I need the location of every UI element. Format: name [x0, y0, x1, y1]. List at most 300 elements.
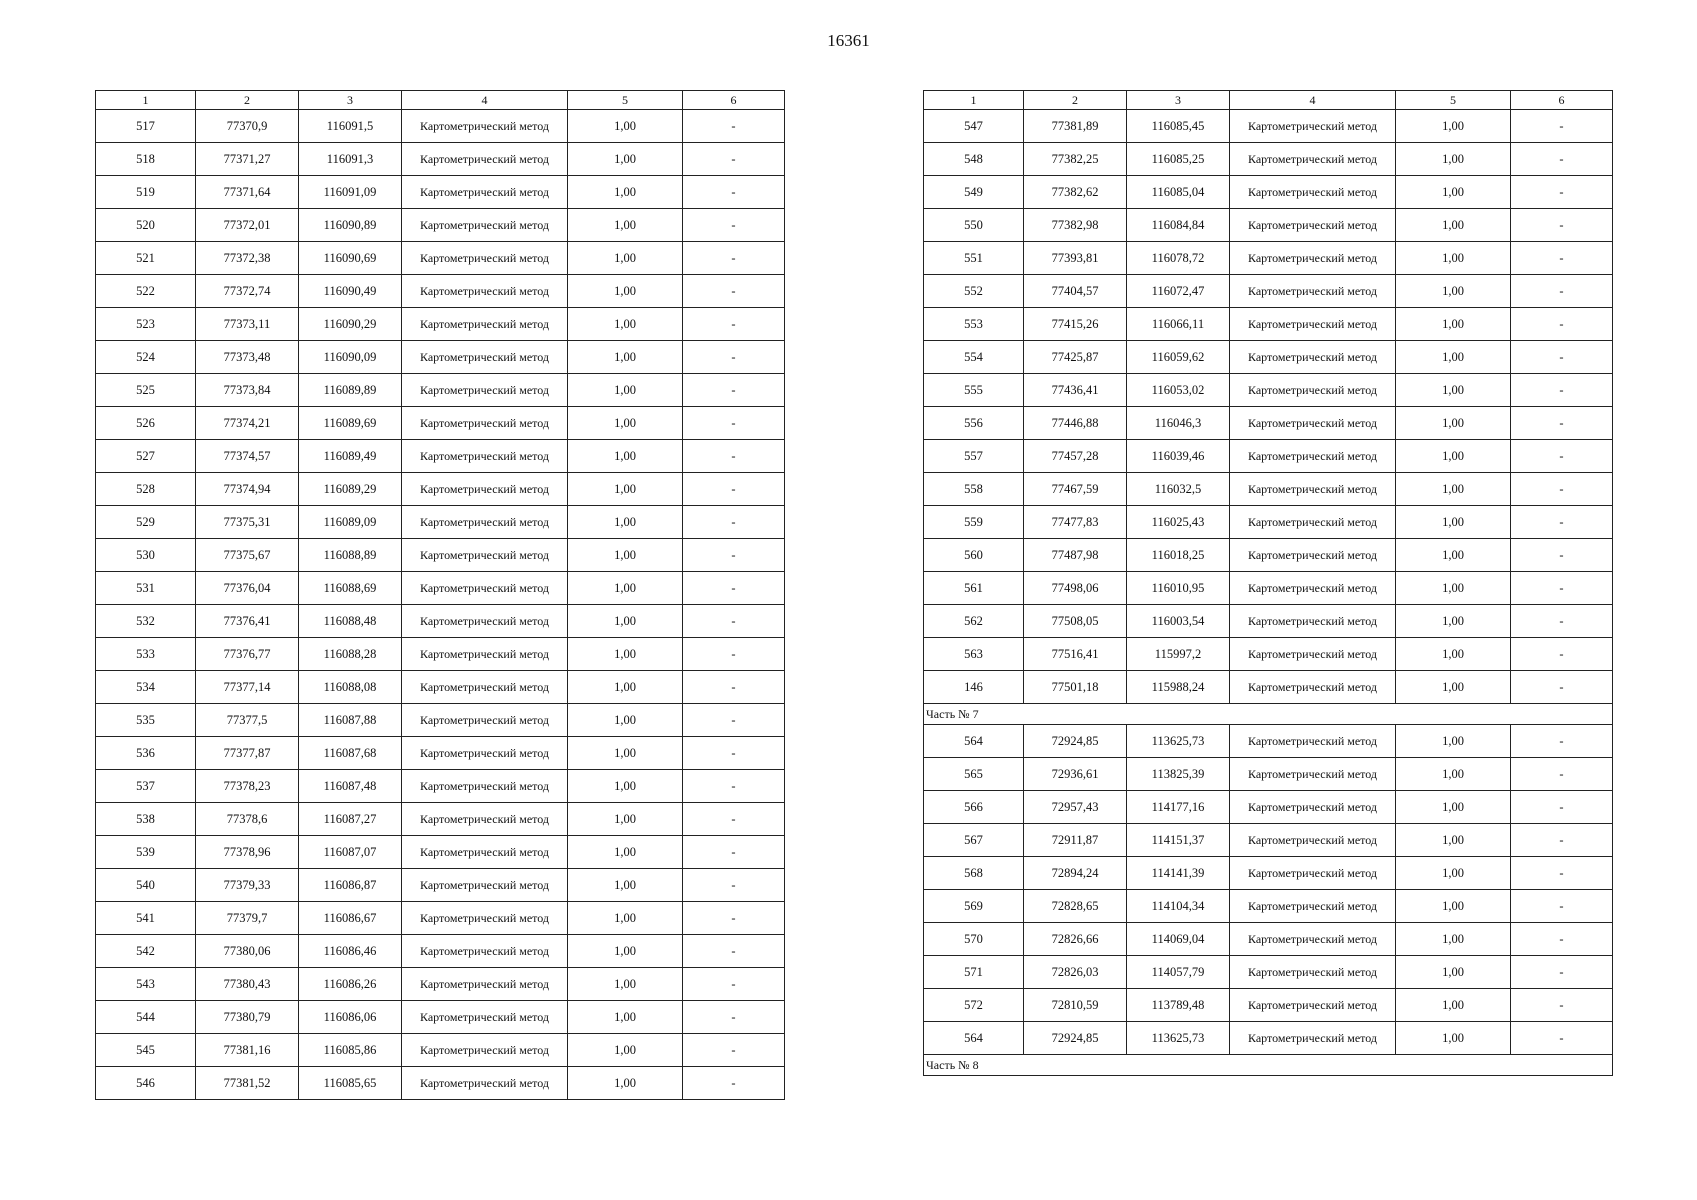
precision-cell: 1,00: [1396, 956, 1511, 989]
point-number-cell: 540: [96, 869, 196, 902]
table-row: [96, 341, 785, 374]
description-cell: -: [683, 1001, 785, 1034]
method-cell: Картометрический метод: [1230, 308, 1396, 341]
point-number-cell: 525: [96, 374, 196, 407]
x-coordinate-cell: 77373,11: [196, 308, 299, 341]
precision-cell: 1,00: [568, 572, 683, 605]
y-coordinate-cell: 116087,68: [299, 737, 402, 770]
y-coordinate-cell: 116072,47: [1127, 275, 1230, 308]
table-row: [924, 638, 1613, 671]
method-cell: Картометрический метод: [1230, 341, 1396, 374]
part-heading: Часть № 8: [924, 1055, 1613, 1076]
precision-cell: 1,00: [1396, 308, 1511, 341]
table-row: [96, 110, 785, 143]
method-cell: Картометрический метод: [402, 374, 568, 407]
y-coordinate-cell: 116078,72: [1127, 242, 1230, 275]
point-number-cell: 528: [96, 473, 196, 506]
y-coordinate-cell: 116003,54: [1127, 605, 1230, 638]
precision-cell: 1,00: [568, 1001, 683, 1034]
method-cell: Картометрический метод: [402, 308, 568, 341]
x-coordinate-cell: 77377,5: [196, 704, 299, 737]
column-header-4: 4: [402, 91, 568, 110]
x-coordinate-cell: 77377,14: [196, 671, 299, 704]
precision-cell: 1,00: [568, 968, 683, 1001]
x-coordinate-cell: 77373,48: [196, 341, 299, 374]
table-row: [924, 143, 1613, 176]
method-cell: Картометрический метод: [1230, 890, 1396, 923]
table-row: [96, 836, 785, 869]
point-number-cell: 564: [924, 1022, 1024, 1055]
y-coordinate-cell: 116089,89: [299, 374, 402, 407]
description-cell: -: [1511, 605, 1613, 638]
method-cell: Картометрический метод: [1230, 374, 1396, 407]
table-row: [96, 374, 785, 407]
point-number-cell: 537: [96, 770, 196, 803]
method-cell: Картометрический метод: [402, 671, 568, 704]
description-cell: -: [683, 176, 785, 209]
table-row: [924, 407, 1613, 440]
table-row: [924, 671, 1613, 704]
point-number-cell: 543: [96, 968, 196, 1001]
description-cell: -: [1511, 242, 1613, 275]
x-coordinate-cell: 77379,33: [196, 869, 299, 902]
y-coordinate-cell: 116084,84: [1127, 209, 1230, 242]
x-coordinate-cell: 77372,74: [196, 275, 299, 308]
y-coordinate-cell: 116059,62: [1127, 341, 1230, 374]
method-cell: Картометрический метод: [402, 605, 568, 638]
x-coordinate-cell: 77374,94: [196, 473, 299, 506]
x-coordinate-cell: 77374,57: [196, 440, 299, 473]
method-cell: Картометрический метод: [402, 803, 568, 836]
method-cell: Картометрический метод: [1230, 791, 1396, 824]
y-coordinate-cell: 116086,67: [299, 902, 402, 935]
method-cell: Картометрический метод: [1230, 1022, 1396, 1055]
point-number-cell: 569: [924, 890, 1024, 923]
point-number-cell: 557: [924, 440, 1024, 473]
table-row: [96, 605, 785, 638]
table-row: [924, 374, 1613, 407]
table-row: [924, 605, 1613, 638]
table-row: [924, 890, 1613, 923]
x-coordinate-cell: 77372,38: [196, 242, 299, 275]
description-cell: -: [683, 836, 785, 869]
method-cell: Картометрический метод: [402, 638, 568, 671]
x-coordinate-cell: 77372,01: [196, 209, 299, 242]
precision-cell: 1,00: [568, 605, 683, 638]
description-cell: -: [1511, 824, 1613, 857]
x-coordinate-cell: 77516,41: [1024, 638, 1127, 671]
x-coordinate-cell: 77375,31: [196, 506, 299, 539]
y-coordinate-cell: 116086,26: [299, 968, 402, 1001]
method-cell: Картометрический метод: [1230, 923, 1396, 956]
x-coordinate-cell: 77382,62: [1024, 176, 1127, 209]
table-row: [96, 1001, 785, 1034]
point-number-cell: 534: [96, 671, 196, 704]
point-number-cell: 526: [96, 407, 196, 440]
method-cell: Картометрический метод: [1230, 758, 1396, 791]
description-cell: -: [1511, 341, 1613, 374]
point-number-cell: 527: [96, 440, 196, 473]
column-header-5: 5: [568, 91, 683, 110]
method-cell: Картометрический метод: [1230, 824, 1396, 857]
x-coordinate-cell: 72924,85: [1024, 1022, 1127, 1055]
description-cell: -: [683, 935, 785, 968]
method-cell: Картометрический метод: [402, 176, 568, 209]
x-coordinate-cell: 72894,24: [1024, 857, 1127, 890]
precision-cell: 1,00: [568, 407, 683, 440]
point-number-cell: 567: [924, 824, 1024, 857]
point-number-cell: 553: [924, 308, 1024, 341]
method-cell: Картометрический метод: [1230, 473, 1396, 506]
x-coordinate-cell: 72828,65: [1024, 890, 1127, 923]
precision-cell: 1,00: [568, 275, 683, 308]
description-cell: -: [683, 242, 785, 275]
y-coordinate-cell: 114177,16: [1127, 791, 1230, 824]
method-cell: Картометрический метод: [1230, 572, 1396, 605]
x-coordinate-cell: 72924,85: [1024, 725, 1127, 758]
y-coordinate-cell: 114069,04: [1127, 923, 1230, 956]
precision-cell: 1,00: [1396, 506, 1511, 539]
column-header-4: 4: [1230, 91, 1396, 110]
description-cell: -: [683, 308, 785, 341]
y-coordinate-cell: 116010,95: [1127, 572, 1230, 605]
x-coordinate-cell: 77404,57: [1024, 275, 1127, 308]
table-row: [96, 935, 785, 968]
y-coordinate-cell: 116090,29: [299, 308, 402, 341]
table-row: [924, 473, 1613, 506]
precision-cell: 1,00: [568, 902, 683, 935]
method-cell: Картометрический метод: [402, 341, 568, 374]
table-row: [96, 275, 785, 308]
x-coordinate-cell: 77382,25: [1024, 143, 1127, 176]
precision-cell: 1,00: [568, 539, 683, 572]
method-cell: Картометрический метод: [1230, 242, 1396, 275]
x-coordinate-cell: 72957,43: [1024, 791, 1127, 824]
x-coordinate-cell: 77446,88: [1024, 407, 1127, 440]
point-number-cell: 558: [924, 473, 1024, 506]
x-coordinate-cell: 72936,61: [1024, 758, 1127, 791]
x-coordinate-cell: 77371,27: [196, 143, 299, 176]
y-coordinate-cell: 116089,29: [299, 473, 402, 506]
method-cell: Картометрический метод: [402, 836, 568, 869]
y-coordinate-cell: 116091,5: [299, 110, 402, 143]
point-number-cell: 539: [96, 836, 196, 869]
precision-cell: 1,00: [568, 671, 683, 704]
method-cell: Картометрический метод: [1230, 209, 1396, 242]
description-cell: -: [1511, 1022, 1613, 1055]
y-coordinate-cell: 116087,48: [299, 770, 402, 803]
precision-cell: 1,00: [568, 473, 683, 506]
y-coordinate-cell: 116046,3: [1127, 407, 1230, 440]
method-cell: Картометрический метод: [402, 737, 568, 770]
method-cell: Картометрический метод: [402, 572, 568, 605]
method-cell: Картометрический метод: [402, 902, 568, 935]
precision-cell: 1,00: [568, 374, 683, 407]
table-row: [96, 1034, 785, 1067]
x-coordinate-cell: 77376,04: [196, 572, 299, 605]
point-number-cell: 559: [924, 506, 1024, 539]
precision-cell: 1,00: [1396, 110, 1511, 143]
y-coordinate-cell: 116088,08: [299, 671, 402, 704]
precision-cell: 1,00: [1396, 923, 1511, 956]
description-cell: -: [683, 1067, 785, 1100]
point-number-cell: 551: [924, 242, 1024, 275]
precision-cell: 1,00: [1396, 572, 1511, 605]
precision-cell: 1,00: [1396, 209, 1511, 242]
method-cell: Картометрический метод: [402, 242, 568, 275]
x-coordinate-cell: 77378,23: [196, 770, 299, 803]
y-coordinate-cell: 116088,69: [299, 572, 402, 605]
precision-cell: 1,00: [1396, 407, 1511, 440]
table-row: [96, 473, 785, 506]
point-number-cell: 538: [96, 803, 196, 836]
precision-cell: 1,00: [568, 242, 683, 275]
header-row: [924, 91, 1613, 110]
y-coordinate-cell: 116085,86: [299, 1034, 402, 1067]
table-row: [924, 572, 1613, 605]
table-row: [96, 869, 785, 902]
x-coordinate-cell: 77378,96: [196, 836, 299, 869]
x-coordinate-cell: 77477,83: [1024, 506, 1127, 539]
y-coordinate-cell: 116090,09: [299, 341, 402, 374]
method-cell: Картометрический метод: [1230, 110, 1396, 143]
description-cell: -: [1511, 110, 1613, 143]
point-number-cell: 565: [924, 758, 1024, 791]
y-coordinate-cell: 116089,49: [299, 440, 402, 473]
description-cell: -: [683, 539, 785, 572]
precision-cell: 1,00: [1396, 143, 1511, 176]
point-number-cell: 522: [96, 275, 196, 308]
description-cell: -: [683, 803, 785, 836]
table-row: [96, 539, 785, 572]
method-cell: Картометрический метод: [402, 143, 568, 176]
precision-cell: 1,00: [1396, 890, 1511, 923]
table-row: [924, 824, 1613, 857]
y-coordinate-cell: 115997,2: [1127, 638, 1230, 671]
x-coordinate-cell: 77380,06: [196, 935, 299, 968]
description-cell: -: [683, 374, 785, 407]
x-coordinate-cell: 77415,26: [1024, 308, 1127, 341]
table-row: [96, 506, 785, 539]
point-number-cell: 533: [96, 638, 196, 671]
description-cell: -: [1511, 956, 1613, 989]
x-coordinate-cell: 77436,41: [1024, 374, 1127, 407]
table-row: [96, 143, 785, 176]
point-number-cell: 549: [924, 176, 1024, 209]
x-coordinate-cell: 77376,77: [196, 638, 299, 671]
description-cell: -: [683, 605, 785, 638]
method-cell: Картометрический метод: [1230, 176, 1396, 209]
table-row: [924, 989, 1613, 1022]
point-number-cell: 530: [96, 539, 196, 572]
y-coordinate-cell: 114151,37: [1127, 824, 1230, 857]
x-coordinate-cell: 77487,98: [1024, 539, 1127, 572]
column-header-2: 2: [196, 91, 299, 110]
table-row: [924, 506, 1613, 539]
description-cell: -: [683, 1034, 785, 1067]
y-coordinate-cell: 116091,09: [299, 176, 402, 209]
table-row: [96, 770, 785, 803]
point-number-cell: 519: [96, 176, 196, 209]
method-cell: Картометрический метод: [402, 968, 568, 1001]
method-cell: Картометрический метод: [402, 440, 568, 473]
table-row: [96, 242, 785, 275]
precision-cell: 1,00: [568, 176, 683, 209]
x-coordinate-cell: 77375,67: [196, 539, 299, 572]
method-cell: Картометрический метод: [1230, 440, 1396, 473]
precision-cell: 1,00: [1396, 1022, 1511, 1055]
method-cell: Картометрический метод: [402, 869, 568, 902]
table-row: [96, 902, 785, 935]
description-cell: -: [683, 275, 785, 308]
precision-cell: 1,00: [1396, 638, 1511, 671]
point-number-cell: 561: [924, 572, 1024, 605]
y-coordinate-cell: 116085,65: [299, 1067, 402, 1100]
point-number-cell: 542: [96, 935, 196, 968]
method-cell: Картометрический метод: [402, 935, 568, 968]
point-number-cell: 546: [96, 1067, 196, 1100]
x-coordinate-cell: 77393,81: [1024, 242, 1127, 275]
table-row: [96, 407, 785, 440]
part-heading: Часть № 7: [924, 704, 1613, 725]
y-coordinate-cell: 116090,49: [299, 275, 402, 308]
point-number-cell: 531: [96, 572, 196, 605]
description-cell: -: [1511, 473, 1613, 506]
table-row: [96, 209, 785, 242]
table-row: [96, 638, 785, 671]
precision-cell: 1,00: [568, 836, 683, 869]
table-row: [924, 308, 1613, 341]
table-row: [96, 803, 785, 836]
method-cell: Картометрический метод: [1230, 725, 1396, 758]
description-cell: -: [1511, 176, 1613, 209]
precision-cell: 1,00: [1396, 671, 1511, 704]
page-number: 16361: [827, 31, 870, 50]
table-row: [924, 110, 1613, 143]
point-number-cell: 555: [924, 374, 1024, 407]
precision-cell: 1,00: [568, 704, 683, 737]
table-row: [924, 176, 1613, 209]
method-cell: Картометрический метод: [1230, 956, 1396, 989]
point-number-cell: 556: [924, 407, 1024, 440]
point-number-cell: 550: [924, 209, 1024, 242]
x-coordinate-cell: 72826,03: [1024, 956, 1127, 989]
table-row: [924, 857, 1613, 890]
precision-cell: 1,00: [1396, 791, 1511, 824]
point-number-cell: 554: [924, 341, 1024, 374]
point-number-cell: 146: [924, 671, 1024, 704]
y-coordinate-cell: 116089,69: [299, 407, 402, 440]
precision-cell: 1,00: [568, 341, 683, 374]
description-cell: -: [1511, 275, 1613, 308]
description-cell: -: [683, 440, 785, 473]
precision-cell: 1,00: [568, 638, 683, 671]
description-cell: -: [683, 407, 785, 440]
precision-cell: 1,00: [568, 803, 683, 836]
point-number-cell: 570: [924, 923, 1024, 956]
description-cell: -: [1511, 791, 1613, 824]
precision-cell: 1,00: [568, 440, 683, 473]
description-cell: -: [1511, 725, 1613, 758]
y-coordinate-cell: 116066,11: [1127, 308, 1230, 341]
method-cell: Картометрический метод: [402, 275, 568, 308]
point-number-cell: 563: [924, 638, 1024, 671]
description-cell: -: [1511, 506, 1613, 539]
header-row: [96, 91, 785, 110]
method-cell: Картометрический метод: [1230, 671, 1396, 704]
x-coordinate-cell: 77381,89: [1024, 110, 1127, 143]
precision-cell: 1,00: [568, 1034, 683, 1067]
column-header-5: 5: [1396, 91, 1511, 110]
precision-cell: 1,00: [1396, 857, 1511, 890]
coordinates-table-right: [923, 90, 1613, 1076]
method-cell: Картометрический метод: [1230, 506, 1396, 539]
description-cell: -: [1511, 308, 1613, 341]
table-row: [924, 956, 1613, 989]
y-coordinate-cell: 116085,25: [1127, 143, 1230, 176]
column-header-3: 3: [1127, 91, 1230, 110]
table-row: [924, 275, 1613, 308]
point-number-cell: 518: [96, 143, 196, 176]
x-coordinate-cell: 77381,52: [196, 1067, 299, 1100]
method-cell: Картометрический метод: [402, 1067, 568, 1100]
point-number-cell: 571: [924, 956, 1024, 989]
description-cell: -: [1511, 407, 1613, 440]
table-row: [924, 725, 1613, 758]
point-number-cell: 572: [924, 989, 1024, 1022]
description-cell: -: [1511, 539, 1613, 572]
x-coordinate-cell: 77381,16: [196, 1034, 299, 1067]
point-number-cell: 568: [924, 857, 1024, 890]
description-cell: -: [1511, 374, 1613, 407]
y-coordinate-cell: 116085,04: [1127, 176, 1230, 209]
point-number-cell: 545: [96, 1034, 196, 1067]
x-coordinate-cell: 77508,05: [1024, 605, 1127, 638]
column-header-2: 2: [1024, 91, 1127, 110]
y-coordinate-cell: 116025,43: [1127, 506, 1230, 539]
y-coordinate-cell: 114104,34: [1127, 890, 1230, 923]
precision-cell: 1,00: [1396, 539, 1511, 572]
table-row: [96, 737, 785, 770]
table-row: [96, 704, 785, 737]
method-cell: Картометрический метод: [1230, 407, 1396, 440]
table-row: [924, 923, 1613, 956]
y-coordinate-cell: 114141,39: [1127, 857, 1230, 890]
x-coordinate-cell: 77379,7: [196, 902, 299, 935]
table-row: [96, 572, 785, 605]
precision-cell: 1,00: [568, 143, 683, 176]
table-row: [96, 671, 785, 704]
precision-cell: 1,00: [568, 1067, 683, 1100]
point-number-cell: 520: [96, 209, 196, 242]
x-coordinate-cell: 77457,28: [1024, 440, 1127, 473]
y-coordinate-cell: 116039,46: [1127, 440, 1230, 473]
part-heading-row: [924, 704, 1613, 725]
table-row: [924, 341, 1613, 374]
method-cell: Картометрический метод: [402, 209, 568, 242]
x-coordinate-cell: 77501,18: [1024, 671, 1127, 704]
method-cell: Картометрический метод: [1230, 275, 1396, 308]
y-coordinate-cell: 116086,06: [299, 1001, 402, 1034]
precision-cell: 1,00: [1396, 176, 1511, 209]
y-coordinate-cell: 114057,79: [1127, 956, 1230, 989]
y-coordinate-cell: 116091,3: [299, 143, 402, 176]
point-number-cell: 552: [924, 275, 1024, 308]
description-cell: -: [683, 572, 785, 605]
description-cell: -: [1511, 209, 1613, 242]
description-cell: -: [1511, 890, 1613, 923]
description-cell: -: [683, 671, 785, 704]
